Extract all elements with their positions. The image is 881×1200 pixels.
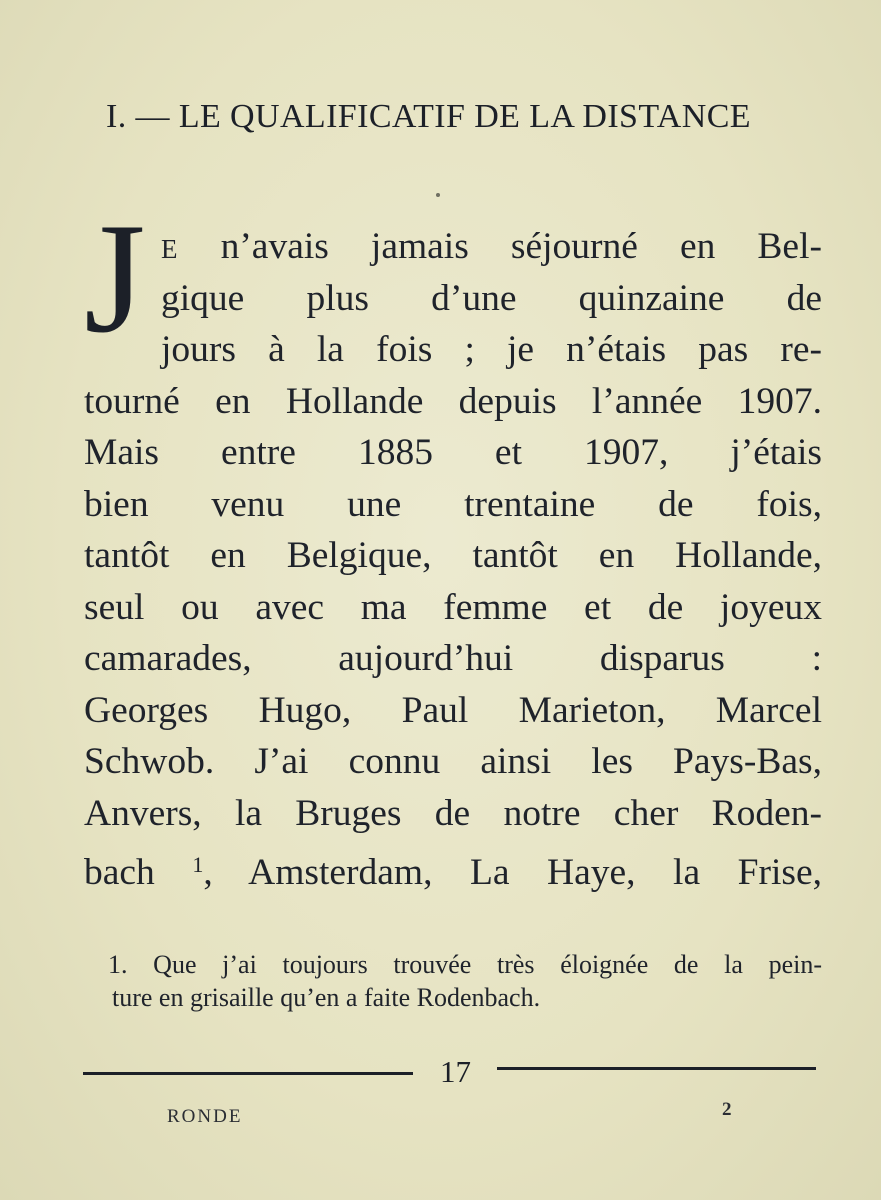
footer-rule-right xyxy=(497,1067,816,1070)
signature-mark-left: RONDE xyxy=(167,1106,243,1127)
drop-cap: J xyxy=(84,191,146,366)
text-line-7: tantôt en Belgique, tantôt en Hollande, xyxy=(84,535,822,576)
text-line-6: bien venu une trentaine de fois, xyxy=(84,483,822,525)
text-line-4: tourné en Hollande depuis l’année 1907. xyxy=(84,380,822,422)
text-line-13-end: , Amsterdam, La Haye, la Frise, xyxy=(203,852,822,893)
text-line-10: Georges Hugo, Paul Marieton, Marcel xyxy=(84,689,822,731)
text-line-9: camarades, aujourd’hui disparus : xyxy=(84,638,822,679)
text-line-13-start: bach xyxy=(84,852,193,893)
text-line-1-rest: n’avais jamais séjourné en Bel- xyxy=(178,226,822,267)
page-number: 17 xyxy=(440,1054,471,1089)
text-line-5: Mais entre 1885 et 1907, j’étais xyxy=(84,432,822,473)
body-paragraph xyxy=(84,221,822,891)
footnote xyxy=(108,948,822,1014)
text-line-1 xyxy=(84,221,822,273)
signature-mark-right: 2 xyxy=(722,1099,732,1120)
chapter-heading: I. — LE QUALIFICATIF DE LA DISTANCE xyxy=(106,98,751,135)
footnote-line-1: 1. Que j’ai toujours trouvée très éloignée de la pein- xyxy=(108,950,822,979)
small-cap-letter: E xyxy=(161,234,179,264)
text-line-2: gique plus d’une quinzaine de xyxy=(161,277,822,319)
footer-rule-left xyxy=(83,1072,413,1075)
text-line-13 xyxy=(84,839,822,891)
text-line-8: seul ou avec ma femme et de joyeux xyxy=(84,586,822,628)
text-line-12: Anvers, la Bruges de notre cher Roden- xyxy=(84,792,822,834)
footnote-reference: 1 xyxy=(192,852,204,877)
ornament-dot xyxy=(436,193,440,197)
text-line-3: jours à la fois ; je n’étais pas re- xyxy=(161,329,822,370)
footnote-line-2: ture en grisaille qu’en a faite Rodenbach. xyxy=(112,983,541,1012)
text-line-11: Schwob. J’ai connu ainsi les Pays-Bas, xyxy=(84,741,822,782)
